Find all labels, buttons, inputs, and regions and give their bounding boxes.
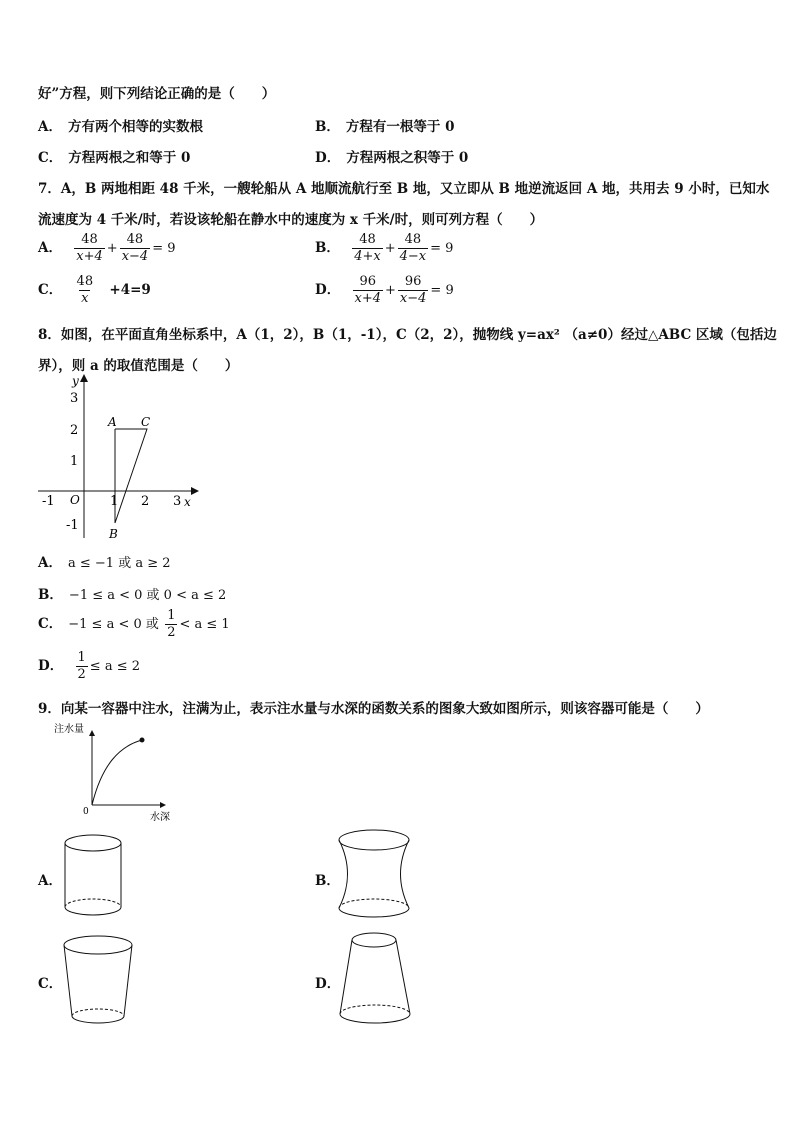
option-text: −1 ≤ a < 0 或 0 < a ≤ 2	[68, 588, 227, 603]
numerator: 48	[76, 274, 94, 289]
q9-container-a-cylinder	[60, 832, 126, 920]
option-label: B．	[38, 587, 63, 603]
q7-option-a	[38, 232, 175, 265]
option-label: B．	[315, 240, 340, 256]
numerator: 48	[359, 232, 376, 247]
option-text: 方有两个相等的实数根	[67, 119, 203, 135]
q8-option-c	[38, 608, 230, 641]
option-label: C．	[38, 150, 63, 166]
denominator: 4−x	[399, 249, 427, 264]
q8-option-d	[38, 650, 140, 683]
q9-container-b-waisted	[334, 826, 414, 922]
graph-x-label: 水深	[150, 812, 170, 823]
x-tick-label: 2	[141, 494, 150, 509]
q9-function-graph	[50, 722, 180, 824]
numerator: 48	[404, 232, 422, 247]
rhs: = 9	[152, 241, 176, 256]
q8-coordinate-figure	[36, 372, 201, 544]
q6-option-b	[315, 115, 455, 135]
q9-option-d-label: D．	[315, 976, 341, 992]
rhs: = 9	[430, 283, 454, 298]
option-text: 方程有一根等于 0	[345, 119, 455, 135]
x-axis-label: x	[184, 495, 191, 509]
q9-option-a-label: A．	[38, 873, 62, 889]
option-label: D．	[315, 282, 341, 298]
fraction	[398, 274, 429, 307]
numerator: 48	[81, 232, 98, 247]
option-text: −1 ≤ a < 0 或	[68, 617, 159, 632]
x-tick-label: -1	[42, 494, 55, 509]
y-tick-label: 3	[70, 391, 79, 406]
q6-option-d	[315, 146, 468, 166]
option-label: C．	[38, 282, 63, 298]
q7-stem-line1: 7．A，B 两地相距 48 千米，一艘轮船从 A 地顺流航行至 B 地，又立即从 B 地逆流返回 A 地，共用去 9 小时，已知水	[38, 181, 770, 197]
graph-curve	[92, 740, 142, 805]
denominator: x	[81, 291, 89, 306]
q8-option-b	[38, 583, 226, 603]
graph-end-point	[140, 738, 145, 743]
option-text: a ≤ −1 或 a ≥ 2	[67, 556, 171, 571]
operator: +	[385, 283, 396, 298]
q9-container-d-wide-bottom	[334, 928, 418, 1028]
q6-option-a	[38, 115, 203, 135]
q8-stem-line1: 8．如图，在平面直角坐标系中，A（1，2），B（1，-1），C（2，2），抛物线 y=ax² （a≠0）经过△ABC 区域（包括边	[38, 327, 777, 343]
option-label: A．	[38, 119, 62, 135]
operator: +	[106, 241, 118, 256]
origin-label: O	[70, 493, 80, 507]
fraction	[352, 232, 383, 265]
x-tick-label: 1	[110, 494, 119, 509]
y-axis-arrow	[80, 374, 88, 382]
option-label: D．	[315, 150, 341, 166]
q6-stem: 好”方程，则下列结论正确的是（ ）	[38, 86, 276, 102]
q7-option-c	[38, 274, 151, 307]
point-label-c: C	[141, 415, 151, 429]
option-label: B．	[315, 119, 340, 135]
y-axis-label: y	[72, 374, 79, 388]
graph-x-arrow	[160, 802, 166, 808]
q7-stem-line2: 流速度为 4 千米/时，若设该轮船在静水中的速度为 x 千米/时，则可列方程（ ）	[38, 212, 544, 228]
q8-stem-line2: 界），则 a 的取值范围是（ ）	[38, 358, 239, 374]
denominator: 2	[167, 625, 176, 640]
q7-option-d	[315, 274, 454, 307]
denominator: x+4	[76, 249, 103, 264]
rhs: = 9	[430, 241, 454, 256]
graph-y-label: 注水量	[54, 724, 84, 735]
y-tick-label: 1	[70, 454, 79, 469]
denominator: 4+x	[354, 249, 381, 264]
x-axis-arrow	[191, 487, 199, 495]
q9-option-b-label: B．	[315, 873, 340, 889]
q9-option-c-label: C．	[38, 976, 63, 992]
graph-origin-label: 0	[83, 807, 89, 817]
fraction	[398, 232, 429, 265]
y-tick-label: -1	[66, 518, 79, 533]
fraction	[353, 274, 384, 307]
denominator: x+4	[354, 291, 382, 306]
point-label-a: A	[108, 415, 117, 429]
numerator: 96	[359, 274, 377, 289]
option-text: < a ≤ 1	[179, 617, 230, 632]
numerator: 96	[404, 274, 422, 289]
fraction	[120, 232, 151, 265]
x-tick-label: 3	[173, 494, 182, 509]
denominator: x−4	[121, 249, 149, 264]
option-tail: +4=9	[109, 282, 151, 298]
numerator: 1	[167, 608, 176, 623]
operator: +	[384, 241, 396, 256]
option-label: A．	[38, 240, 62, 256]
fraction	[76, 650, 88, 683]
denominator: x−4	[399, 291, 427, 306]
fraction	[165, 608, 177, 641]
fraction	[74, 232, 105, 265]
option-text: 方程两根之积等于 0	[346, 150, 469, 166]
q7-option-b	[315, 232, 453, 265]
graph-y-arrow	[89, 730, 95, 736]
option-text: 方程两根之和等于 0	[68, 150, 191, 166]
q6-option-c	[38, 146, 190, 166]
option-label: A．	[38, 555, 62, 571]
q9-stem: 9．向某一容器中注水，注满为止，表示注水量与水深的函数关系的图象大致如图所示，则该容器可能是（ ）	[38, 701, 709, 717]
point-label-b: B	[109, 527, 118, 541]
q9-container-c-wide-top	[60, 932, 136, 1028]
option-label: C．	[38, 616, 63, 632]
fraction	[75, 274, 96, 307]
numerator: 48	[126, 232, 144, 247]
q8-option-a	[38, 551, 171, 571]
numerator: 1	[77, 650, 86, 665]
option-text: ≤ a ≤ 2	[89, 659, 141, 674]
y-tick-label: 2	[70, 423, 79, 438]
option-label: D．	[38, 658, 64, 674]
denominator: 2	[77, 667, 86, 682]
